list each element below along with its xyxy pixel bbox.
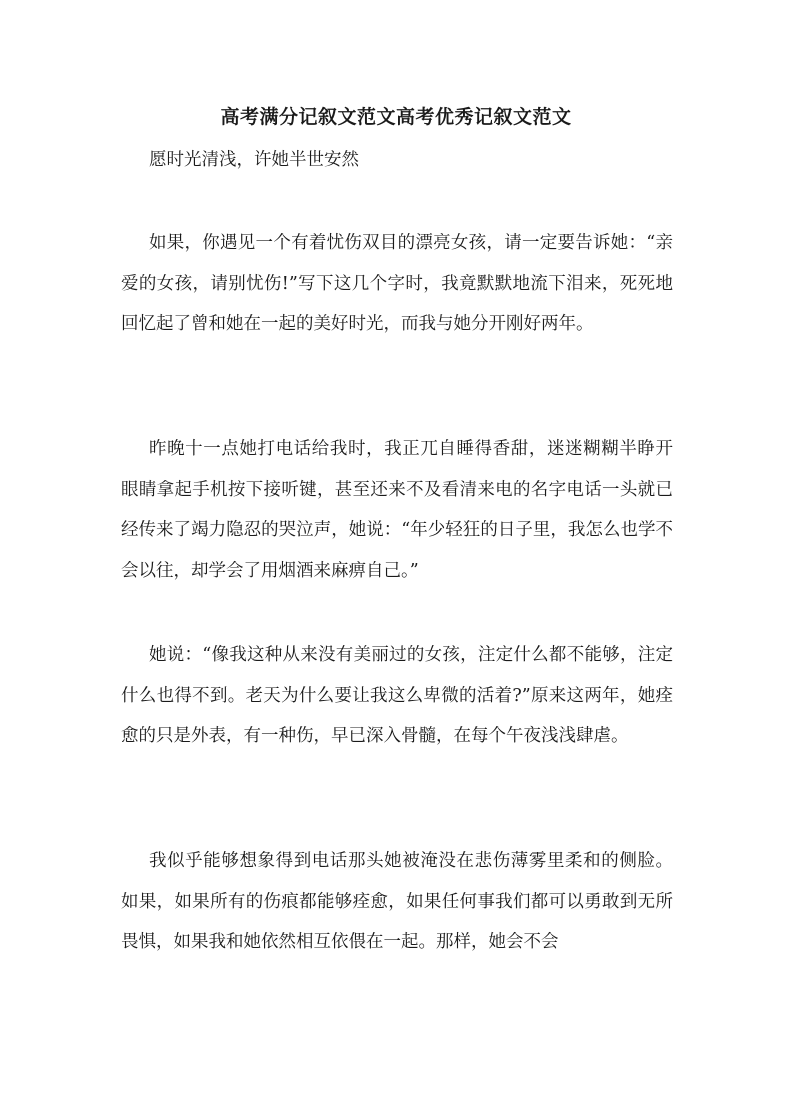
paragraph-2: 昨晚十一点她打电话给我时，我正兀自睡得香甜，迷迷糊糊半睁开眼睛拿起手机按下接听键，甚至还来不及看清来电的名字电话一头就已经传来了竭力隐忍的哭泣声，她说：“年少轻狂的日子里，我怎么也学不会以往，却学会了用烟酒来麻痹自己。” [121,439,673,581]
paragraph-1: 如果，你遇见一个有着忧伤双目的漂亮女孩，请一定要告诉她：“亲爱的女孩，请别忧伤!”写下这几个字时，我竟默默地流下泪来，死死地回忆起了曾和她在一起的美好时光，而我与她分开刚好两年。 [121,233,673,334]
paragraph-3: 她说：“像我这种从来没有美丽过的女孩，注定什么都不能够，注定什么也得不到。老天为什么要让我这么卑微的活着?”原来这两年，她痊愈的只是外表，有一种伤，早已深入骨髓，在每个午夜浅浅肆虐。 [121,645,673,746]
page-title: 高考满分记叙文范文高考优秀记叙文范文 [220,106,572,128]
paragraph-4: 我似乎能够想象得到电话那头她被淹没在悲伤薄雾里柔和的侧脸。如果，如果所有的伤痕都能够痊愈，如果任何事我们都可以勇敢到无所畏惧，如果我和她依然相互依偎在一起。那样，她会不会 [121,851,673,952]
page-subtitle: 愿时光清浅，许她半世安然 [149,150,359,170]
